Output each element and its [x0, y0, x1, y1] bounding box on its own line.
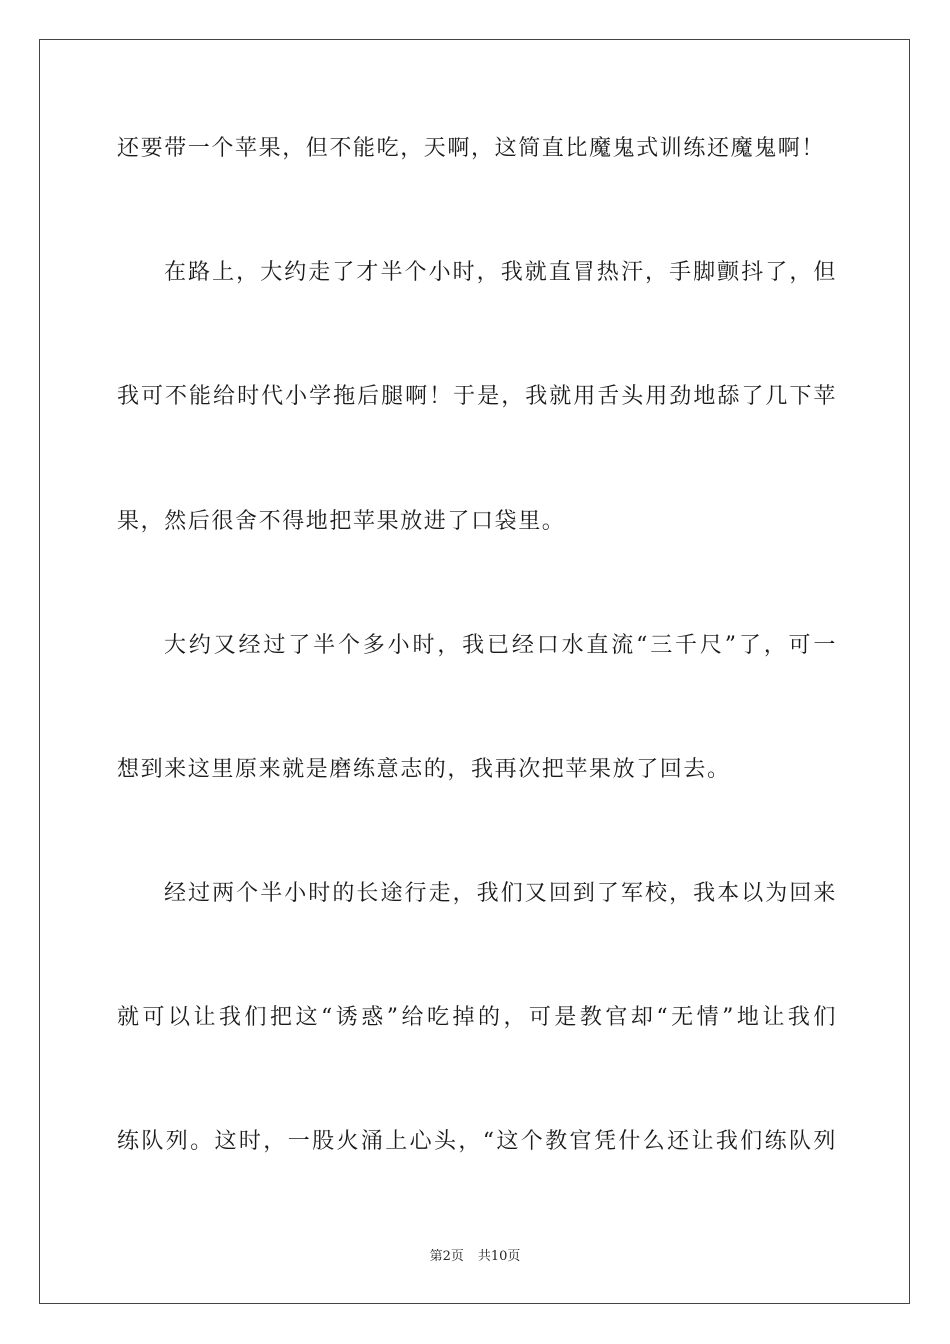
page-total: 共10页 [477, 1249, 521, 1264]
page-footer [0, 1248, 950, 1266]
text-line-5: 大约又经过了半个多小时，我已经口水直流“三千尺”了，可一 [164, 633, 837, 658]
text-line-3: 我可不能给时代小学拖后腿啊！于是，我就用舌头用劲地舔了几下苹 [117, 384, 837, 409]
text-line-2: 在路上，大约走了才半个小时，我就直冒热汗，手脚颤抖了，但 [164, 260, 837, 285]
text-line-1: 还要带一个苹果，但不能吃，天啊，这简直比魔鬼式训练还魔鬼啊！ [117, 136, 826, 161]
text-line-4: 果，然后很舍不得地把苹果放进了口袋里。 [117, 509, 566, 534]
text-line-6: 想到来这里原来就是磨练意志的，我再次把苹果放了回去。 [117, 757, 731, 782]
page-border [39, 39, 910, 1304]
text-line-9: 练队列。这时，一股火涌上心头，“这个教官凭什么还让我们练队列 [117, 1129, 837, 1154]
text-line-7: 经过两个半小时的长途行走，我们又回到了军校，我本以为回来 [164, 881, 837, 906]
text-line-8: 就可以让我们把这“诱惑”给吃掉的，可是教官却“无情”地让我们 [117, 1005, 837, 1030]
page-number: 第2页 [429, 1249, 464, 1264]
